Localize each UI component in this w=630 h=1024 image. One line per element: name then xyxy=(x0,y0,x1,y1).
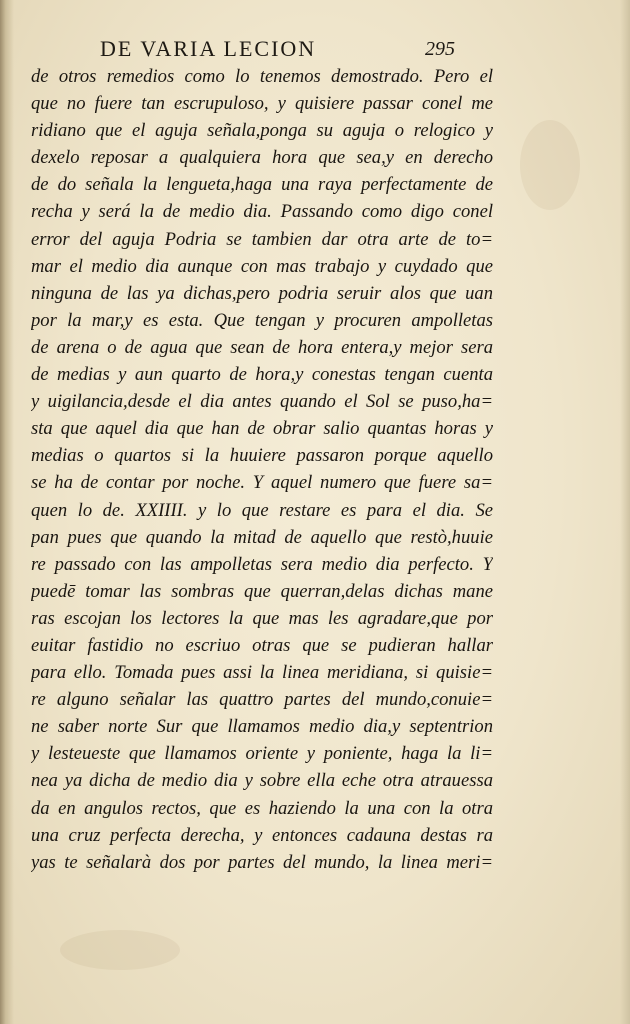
text-line: para ello. Tomada pues assi la linea meridiana, si quisie= xyxy=(31,662,493,684)
text-line: y lesteueste que llamamos oriente y poniente, haga la li= xyxy=(31,743,493,765)
text-line: una cruz perfecta derecha, y entonces cadauna destas ra xyxy=(31,824,493,846)
text-line: re alguno señalar las quattro partes del mundo,conuie= xyxy=(31,689,493,711)
page-edge xyxy=(620,0,630,1024)
text-line: de arena o de agua que sean de hora entera,y mejor sera xyxy=(31,336,493,358)
text-line: euitar fastidio no escriuo otras que se pudieran hallar xyxy=(31,634,493,656)
binding-gutter xyxy=(0,0,14,1024)
text-line: por la mar,y es esta. Que tengan y procuren ampolletas xyxy=(31,309,493,331)
text-line: nea ya dicha de medio dia y sobre ella eche otra atrauessa xyxy=(31,770,493,792)
text-line: da en angulos rectos, que es haziendo la una con la otra xyxy=(31,797,493,819)
text-line: sta que aquel dia que han de obrar salio quantas horas y xyxy=(31,418,493,440)
text-line: y uigilancia,desde el dia antes quando el Sol se puso,ha= xyxy=(31,391,493,413)
text-line: se ha de contar por noche. Y aquel numero que fuere sa= xyxy=(31,472,493,494)
text-line: error del aguja Podria se tambien dar otra arte de to= xyxy=(31,228,493,250)
text-line: que no fuere tan escrupuloso, y quisiere passar conel me xyxy=(31,93,493,115)
running-head: DE VARIA LECION xyxy=(100,36,317,61)
paper-stain xyxy=(60,930,180,970)
text-line: recha y será la de medio dia. Passando como digo conel xyxy=(31,201,493,223)
text-line: medias o quartos si la huuiere passaron porque aquello xyxy=(31,445,493,467)
text-line: re passado con las ampolletas sera medio dia perfecto. Y xyxy=(31,553,493,575)
text-line: ninguna de las ya dichas,pero podria seruir alos que uan xyxy=(31,282,493,304)
text-line: ne saber norte Sur que llamamos medio dia,y septentrion xyxy=(31,716,493,738)
page-number: 295 xyxy=(425,38,455,60)
text-line: quen lo de. XXIIII. y lo que restare es para el dia. Se xyxy=(31,499,493,521)
body-text xyxy=(31,63,493,903)
text-line: puedē tomar las sombras que querran,delas dichas mane xyxy=(31,580,493,602)
paper-stain xyxy=(520,120,580,210)
text-line: pan pues que quando la mitad de aquello que restò,huuie xyxy=(31,526,493,548)
text-line: ridiano que el aguja señala,ponga su aguja o relogico y xyxy=(31,120,493,142)
text-line: mar el medio dia aunque con mas trabajo y cuydado que xyxy=(31,255,493,277)
text-line: de medias y aun quarto de hora,y conestas tengan cuenta xyxy=(31,364,493,386)
text-line: de do señala la lengueta,haga una raya perfectamente de xyxy=(31,174,493,196)
text-line: yas te señalarà dos por partes del mundo, la linea meri= xyxy=(31,851,493,873)
text-line: ras escojan los lectores la que mas les agradare,que por xyxy=(31,607,493,629)
text-line: dexelo reposar a qualquiera hora que sea,y en derecho xyxy=(31,147,493,169)
text-line xyxy=(31,876,493,903)
text-line: de otros remedios como lo tenemos demostrado. Pero el xyxy=(31,66,493,87)
